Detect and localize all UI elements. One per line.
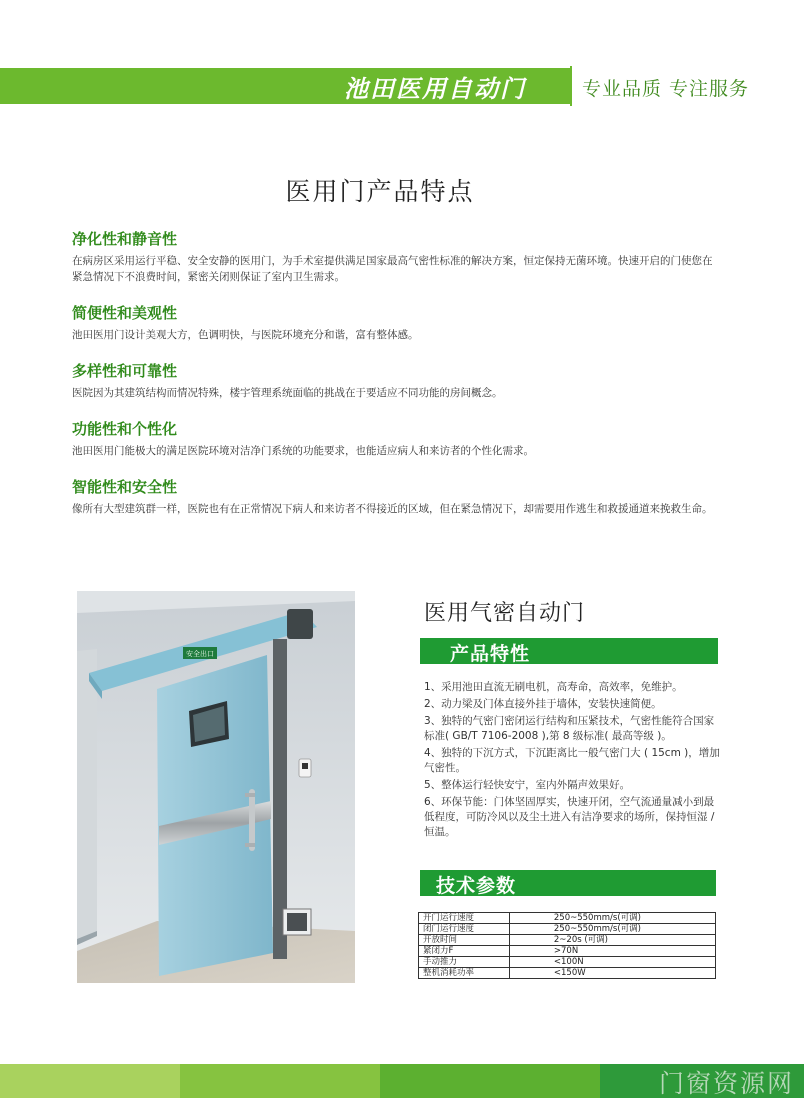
- param-value: >70N: [509, 946, 715, 957]
- header-divider: [570, 66, 572, 106]
- list-item: 6、环保节能：门体坚固厚实，快速开闭，空气流通量减小到最低程度，可防冷风以及尘土进入有洁净要求的场所，保持恒湿 / 恒温。: [424, 796, 715, 838]
- feature-text: 像所有大型建筑群一样，医院也有在正常情况下病人和来访者不得接近的区域，但在紧急情况下，却需要用作逃生和救援通道来挽救生命。: [72, 503, 713, 515]
- list-item: 3、独特的气密门密闭运行结构和压紧技术，气密性能符合国家标准( GB/T 7106-2008 ),第 8 级标准( 最高等级 )。: [424, 715, 715, 742]
- feature-block: [72, 228, 722, 285]
- list-item: 1、采用池田直流无刷电机，高寿命，高效率，免维护。: [424, 681, 683, 693]
- params-table: [418, 912, 716, 979]
- watermark: 门窗资源网: [658, 1069, 794, 1098]
- door-illustration: [77, 591, 355, 983]
- list-item: 4、独特的下沉方式，下沉距离比一般气密门大 ( 15cm )，增加气密性。: [424, 747, 720, 774]
- footer-band-1: [0, 1064, 180, 1098]
- feature-title: 智能性和安全性: [72, 478, 178, 496]
- footer-band-3: [380, 1064, 600, 1098]
- table-row: [419, 957, 716, 968]
- table-row: [419, 924, 716, 935]
- brand-box: [330, 68, 570, 104]
- feature-title: 多样性和可靠性: [72, 362, 178, 380]
- params-heading: 技术参数: [436, 875, 517, 897]
- feature-text: 池田医用门能极大的满足医院环境对洁净门系统的功能要求，也能适应病人和来访者的个性化需求。: [72, 445, 534, 457]
- footer-band-2: [180, 1064, 380, 1098]
- param-value: 250~550mm/s(可调): [509, 913, 715, 924]
- feature-title: 简便性和美观性: [72, 304, 178, 322]
- feature-text: 池田医用门设计美观大方，色调明快，与医院环境充分和谐，富有整体感。: [72, 329, 419, 341]
- features-heading: 产品特性: [450, 643, 531, 665]
- feature-text: 在病房区采用运行平稳、安全安静的医用门，为手术室提供满足国家最高气密性标准的解决方案，恒定保持无菌环境。快速开启的门使您在紧急情况下不浪费时间，紧密关闭则保证了室内卫生需求。: [72, 255, 713, 283]
- param-value: 250~550mm/s(可调): [509, 924, 715, 935]
- table-row: [419, 935, 716, 946]
- slogan: 专业品质 专注服务: [582, 78, 750, 100]
- param-name: 手动推力: [419, 957, 510, 968]
- feature-block: [72, 302, 722, 343]
- product-title: 医用气密自动门: [424, 601, 586, 626]
- param-name: 开门运行速度: [419, 913, 510, 924]
- param-name: 开放时间: [419, 935, 510, 946]
- table-row: [419, 968, 716, 979]
- param-value: 2~20s (可调): [509, 935, 715, 946]
- feature-block: [72, 360, 722, 401]
- list-item: 2、动力梁及门体直接外挂于墙体，安装快速简便。: [424, 698, 662, 710]
- product-feature-list: [424, 680, 724, 842]
- brand-title: 池田医用自动门: [344, 74, 526, 103]
- param-value: <150W: [509, 968, 715, 979]
- feature-block: [72, 476, 722, 517]
- exit-sign-text: 安全出口: [186, 650, 214, 658]
- page-title: 医用门产品特点: [285, 177, 475, 206]
- feature-text: 医院因为其建筑结构而情况特殊，楼宇管理系统面临的挑战在于要适应不同功能的房间概念。: [72, 387, 503, 399]
- param-name: 闭门运行速度: [419, 924, 510, 935]
- feature-title: 功能性和个性化: [72, 420, 178, 438]
- list-item: 5、整体运行轻快安宁，室内外隔声效果好。: [424, 779, 631, 791]
- table-row: [419, 913, 716, 924]
- door-photo: [77, 591, 355, 983]
- param-name: 紧闭力F: [419, 946, 510, 957]
- param-value: <100N: [509, 957, 715, 968]
- feature-block: [72, 418, 722, 459]
- table-row: [419, 946, 716, 957]
- param-name: 整机消耗功率: [419, 968, 510, 979]
- feature-title: 净化性和静音性: [72, 230, 178, 248]
